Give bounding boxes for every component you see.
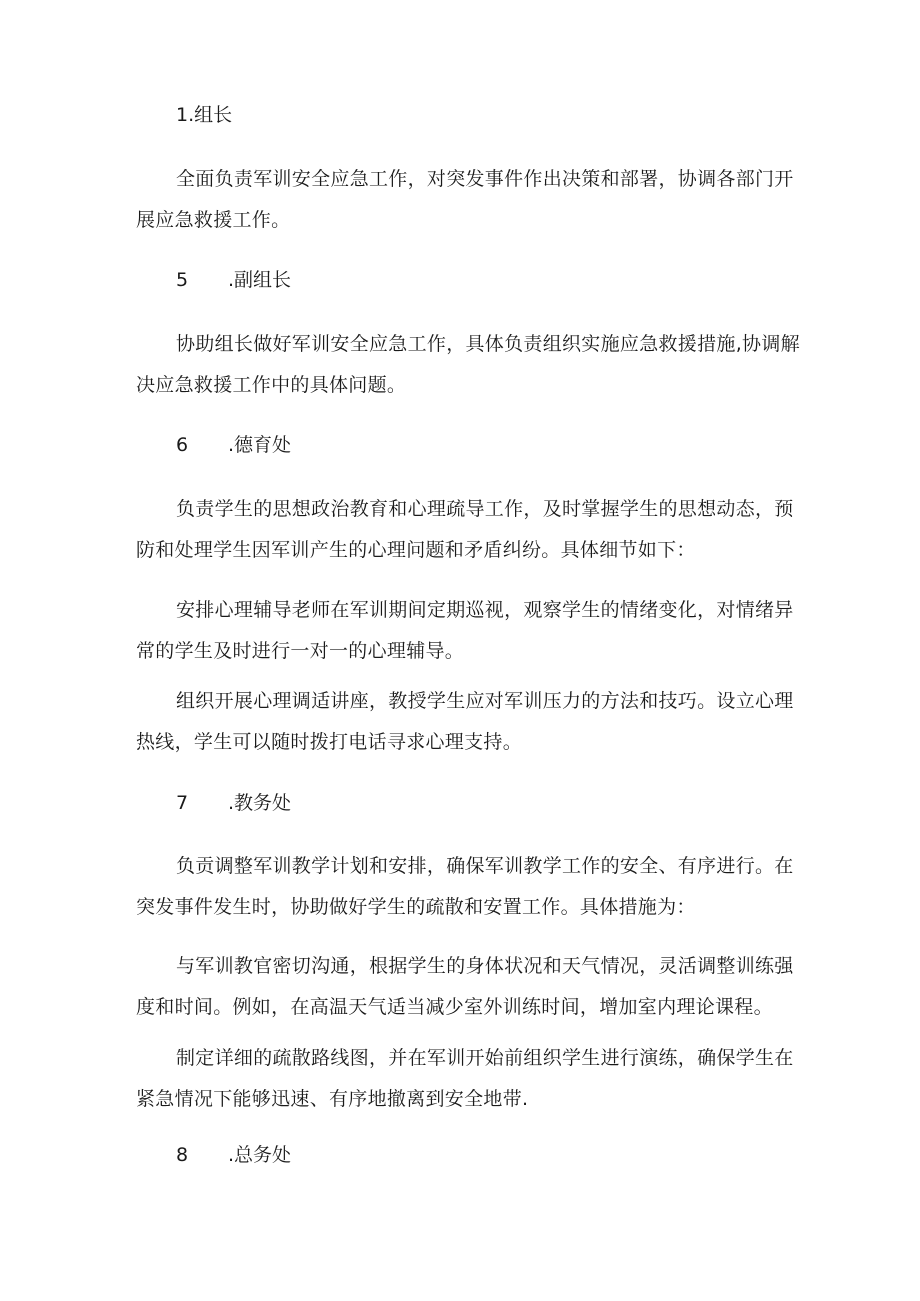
section-number: 6 [176, 434, 189, 456]
section-heading [176, 433, 291, 457]
section-heading [176, 791, 291, 815]
paragraph: 负责学生的思想政治教育和心理疏导工作，及时掌握学生的思想动态，预防和处理学生因军训产生的心理问题和矛盾纠纷。具体细节如下： [136, 498, 794, 561]
section-title: .副组长 [228, 269, 292, 291]
section-number: 8 [176, 1144, 189, 1166]
section-number: 5 [176, 269, 189, 291]
paragraph: 安排心理辅导老师在军训期间定期巡视，观察学生的情绪变化，对情绪异常的学生及时进行一对一的心理辅导。 [136, 599, 794, 662]
paragraph: 与军训教官密切沟通，根据学生的身体状况和天气情况，灵活调整训练强度和时间。例如，在高温天气适当减少室外训练时间，增加室内理论课程。 [136, 955, 794, 1018]
section-heading [176, 1143, 291, 1167]
section-title: .德育处 [228, 434, 292, 456]
section-title: .总务处 [228, 1144, 292, 1166]
paragraph: 负贡调整军训教学计划和安排，确保军训教学工作的安全、有序进行。在突发事件发生时，协助做好学生的疏散和安置工作。具体措施为： [136, 855, 794, 918]
section-heading [176, 103, 232, 127]
paragraph: 全面负责军训安全应急工作，对突发事件作出决策和部署，协调各部门开展应急救援工作。 [136, 168, 794, 231]
section-title: .教务处 [228, 792, 292, 814]
section-number: 1 [176, 104, 189, 126]
paragraph: 组织开展心理调适讲座，教授学生应对军训压力的方法和技巧。设立心理热线，学生可以随时拨打电话寻求心理支持。 [136, 690, 794, 753]
section-number: 7 [176, 792, 189, 814]
section-title: .组长 [188, 104, 233, 126]
section-heading [176, 268, 291, 292]
paragraph: 协助组长做好军训安全应急工作，具体负责组织实施应急救援措施,协调解决应急救援工作中的具体问题。 [136, 333, 800, 396]
paragraph: 制定详细的疏散路线图，并在军训开始前组织学生进行演练，确保学生在紧急情况下能够迅速、有序地撤离到安全地带. [136, 1047, 794, 1110]
